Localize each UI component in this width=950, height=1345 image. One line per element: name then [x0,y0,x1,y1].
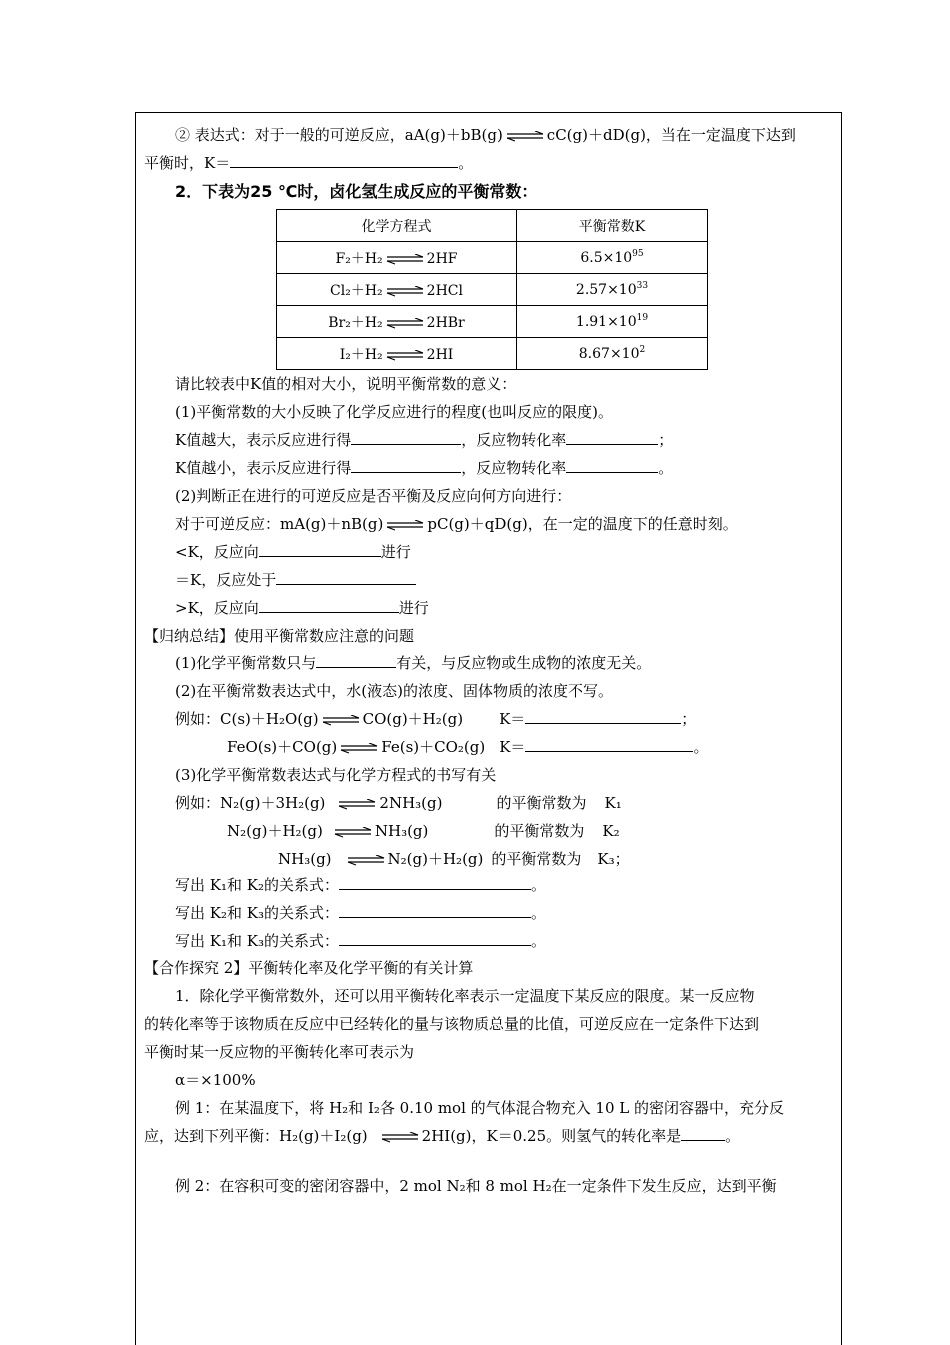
section-2-heading: 2．下表为25 ℃时，卤化氢生成反应的平衡常数： [175,182,538,201]
reaction-left: N₂(g)＋3H₂(g) [220,794,326,812]
k-label: K₁ [604,794,622,812]
answer-blank[interactable] [316,653,396,668]
k-small-line [175,458,673,478]
reaction-left: NH₃(g) [278,850,332,868]
reaction-left: C(s)＋H₂O(g) [220,710,319,728]
reversible-reaction-line [175,514,738,534]
text-segment: 例如： [175,710,221,728]
table-row [277,274,708,306]
coop-heading: 【合作探究 2】平衡转化率及化学平衡的有关计算 [144,959,474,977]
less-than-k-line [175,542,411,562]
example-1-line-1: 例 1：在某温度下，将 H₂和 I₂各 0.10 mol 的气体混合物充入 10 L 的密闭容器中，充分反 [175,1099,784,1117]
text-segment: 。 [693,738,709,756]
reaction-k3-line [278,849,630,869]
summary-point-2: (2)在平衡常数表达式中，水(液态)的浓度、固体物质的浓度不写。 [175,682,613,700]
answer-blank[interactable] [351,430,461,445]
reaction-right: N₂(g)＋H₂(g) [387,850,484,868]
reaction-left: N₂(g)＋H₂(g) [227,822,323,840]
equation-left: Br₂＋H₂ [328,314,383,331]
equation-left: F₂＋H₂ [335,250,383,267]
example-1-line [175,709,696,729]
table-header: 化学方程式 [277,210,517,242]
equilibrium-arrow-icon [380,1132,420,1142]
answer-blank[interactable] [339,931,531,946]
text-segment: 写出 K₁和 K₂的关系式： [175,876,339,894]
text-segment: <K，反应向 [175,543,259,561]
equation-right: 2HBr [426,314,465,331]
equilibrium-arrow-icon [385,254,425,264]
summary-heading: 【归纳总结】使用平衡常数应注意的问题 [144,627,415,645]
equilibrium-arrow-icon [346,855,386,865]
k-value: 2.57×10 [575,282,637,298]
k-exponent: 95 [632,249,644,259]
text-segment: ＝K，反应处于 [175,571,277,589]
table-row [277,306,708,338]
reaction-left: aA(g)＋bB(g) [404,126,503,144]
equilibrium-arrow-icon [339,743,379,753]
answer-blank[interactable] [351,458,461,473]
answer-blank[interactable] [230,153,458,168]
k-value-cell [517,274,708,306]
equilibrium-arrow-icon [505,131,545,141]
reaction-right: CO(g)＋H₂(g) [362,710,464,728]
equilibrium-arrow-icon [385,520,425,530]
text-segment: ，反应物转化率 [461,459,567,477]
k-label: K＝ [204,154,231,172]
equation-cell [277,274,517,306]
table-header: 平衡常数K [517,210,708,242]
equilibrium-arrow-icon [333,827,373,837]
k-value: 6.5×10 [580,250,633,266]
answer-blank[interactable] [525,709,681,724]
example-1-line-2 [144,1126,740,1146]
k-value-cell [517,306,708,338]
equal-k-line [175,570,416,590]
text-segment: 对于可逆反应： [175,515,281,533]
reaction-left: mA(g)＋nB(g) [280,515,384,533]
equation-right: 2HI [426,346,454,363]
text-segment: 例如： [175,794,221,812]
answer-blank[interactable] [259,542,381,557]
equation-right: 2HF [426,250,458,267]
conversion-formula: α＝×100% [175,1071,256,1089]
table-row [277,242,708,274]
answer-blank[interactable] [566,430,658,445]
answer-blank[interactable] [525,737,693,752]
text-segment: 的平衡常数为 [491,850,582,868]
text-segment: 2HI(g)，K＝0.25。则氢气的转化率是 [421,1127,682,1145]
expression-label: ② 表达式：对于一般的可逆反应， [175,126,405,144]
k-label: K＝ [499,710,526,728]
k-expression-line [144,153,473,173]
k-value: 1.91×10 [575,314,637,330]
text-segment: 。 [530,876,546,894]
k-label: K₃； [597,850,630,868]
relation-k1-k3-line [175,931,546,951]
equation-cell [277,306,517,338]
text-segment: K值越小，表示反应进行得 [175,459,352,477]
reaction-left: FeO(s)＋CO(g) [227,738,338,756]
text-segment: 进行 [380,543,411,561]
k-exponent: 19 [636,313,649,323]
summary-point-1 [175,653,651,673]
equation-cell [277,338,517,370]
text-segment: >K，反应向 [175,599,259,617]
equilibrium-constant-table [276,209,708,370]
reaction-right: cC(g)＋dD(g) [546,126,646,144]
answer-blank[interactable] [339,903,531,918]
text-segment: 。 [725,1127,741,1145]
equilibrium-arrow-icon [321,715,361,725]
answer-blank[interactable] [276,570,416,585]
equilibrium-arrow-icon [385,350,425,360]
k-exponent: 2 [639,345,646,355]
text-segment: 的平衡常数为 [494,822,585,840]
equation-left: I₂＋H₂ [339,346,383,363]
text-segment: 写出 K₁和 K₃的关系式： [175,932,339,950]
text-segment: K值越大，表示反应进行得 [175,431,352,449]
text-segment: ； [681,710,697,728]
answer-blank[interactable] [259,598,399,613]
text-segment: 平衡时， [144,154,205,172]
reaction-right: pC(g)＋qD(g) [427,515,528,533]
reaction-k1-line [175,793,622,813]
coop-paragraph-line-3: 平衡时某一反应物的平衡转化率可表示为 [144,1043,415,1061]
expression-line [175,125,796,145]
greater-than-k-line [175,598,429,618]
expression-tail: ，当在一定温度下达到 [645,126,796,144]
k-value-cell [517,338,708,370]
k-value: 8.67×10 [578,346,640,362]
k-large-line [175,430,673,450]
k-exponent: 33 [636,281,649,291]
equilibrium-arrow-icon [385,318,425,328]
text-segment: 有关，与反应物或生成物的浓度无关。 [396,654,652,672]
table-row [277,338,708,370]
reaction-k2-line [227,821,620,841]
equation-left: Cl₂＋H₂ [330,282,383,299]
text-segment: 。 [458,154,474,172]
text-segment: 。 [658,459,674,477]
text-segment: 。 [530,932,546,950]
text-segment: 应，达到下列平衡：H₂(g)＋I₂(g) [144,1127,368,1145]
text-segment: 写出 K₂和 K₃的关系式： [175,904,339,922]
text-segment: (1)化学平衡常数只与 [175,654,317,672]
k-label: K＝ [499,738,526,756]
text-segment: ，反应物转化率 [461,431,567,449]
reaction-right: NH₃(g) [374,822,429,840]
compare-prompt: 请比较表中K值的相对大小，说明平衡常数的意义： [175,375,517,393]
example-2-line-1: 例 2：在容积可变的密闭容器中，2 mol N₂和 8 mol H₂在一定条件下发生反应，达到平衡 [175,1177,777,1195]
text-segment: ； [658,431,674,449]
answer-blank[interactable] [566,458,658,473]
reaction-right: Fe(s)＋CO₂(g) [381,738,486,756]
relation-k1-k2-line [175,875,546,895]
k-label: K₂ [602,822,620,840]
answer-blank[interactable] [339,875,531,890]
reaction-right: 2NH₃(g) [379,794,443,812]
text-segment: 的平衡常数为 [496,794,587,812]
k-value-cell [517,242,708,274]
answer-blank[interactable] [681,1126,725,1141]
summary-point-3: (3)化学平衡常数表达式与化学方程式的书写有关 [175,766,497,784]
equation-right: 2HCl [426,282,463,299]
meaning-point-2: (2)判断正在进行的可逆反应是否平衡及反应向何方向进行： [175,487,572,505]
example-2-line [227,737,708,757]
equilibrium-arrow-icon [385,286,425,296]
coop-paragraph-line-1: 1．除化学平衡常数外，还可以用平衡转化率表示一定温度下某反应的限度。某一反应物 [175,987,755,1005]
equation-cell [277,242,517,274]
text-segment: 。 [530,904,546,922]
coop-paragraph-line-2: 的转化率等于该物质在反应中已经转化的量与该物质总量的比值，可逆反应在一定条件下达到 [144,1015,760,1033]
text-segment: 进行 [398,599,429,617]
equilibrium-arrow-icon [337,799,377,809]
text-segment: ，在一定的温度下的任意时刻。 [527,515,738,533]
meaning-point-1: (1)平衡常数的大小反映了化学反应进行的程度(也叫反应的限度)。 [175,403,613,421]
relation-k2-k3-line [175,903,546,923]
